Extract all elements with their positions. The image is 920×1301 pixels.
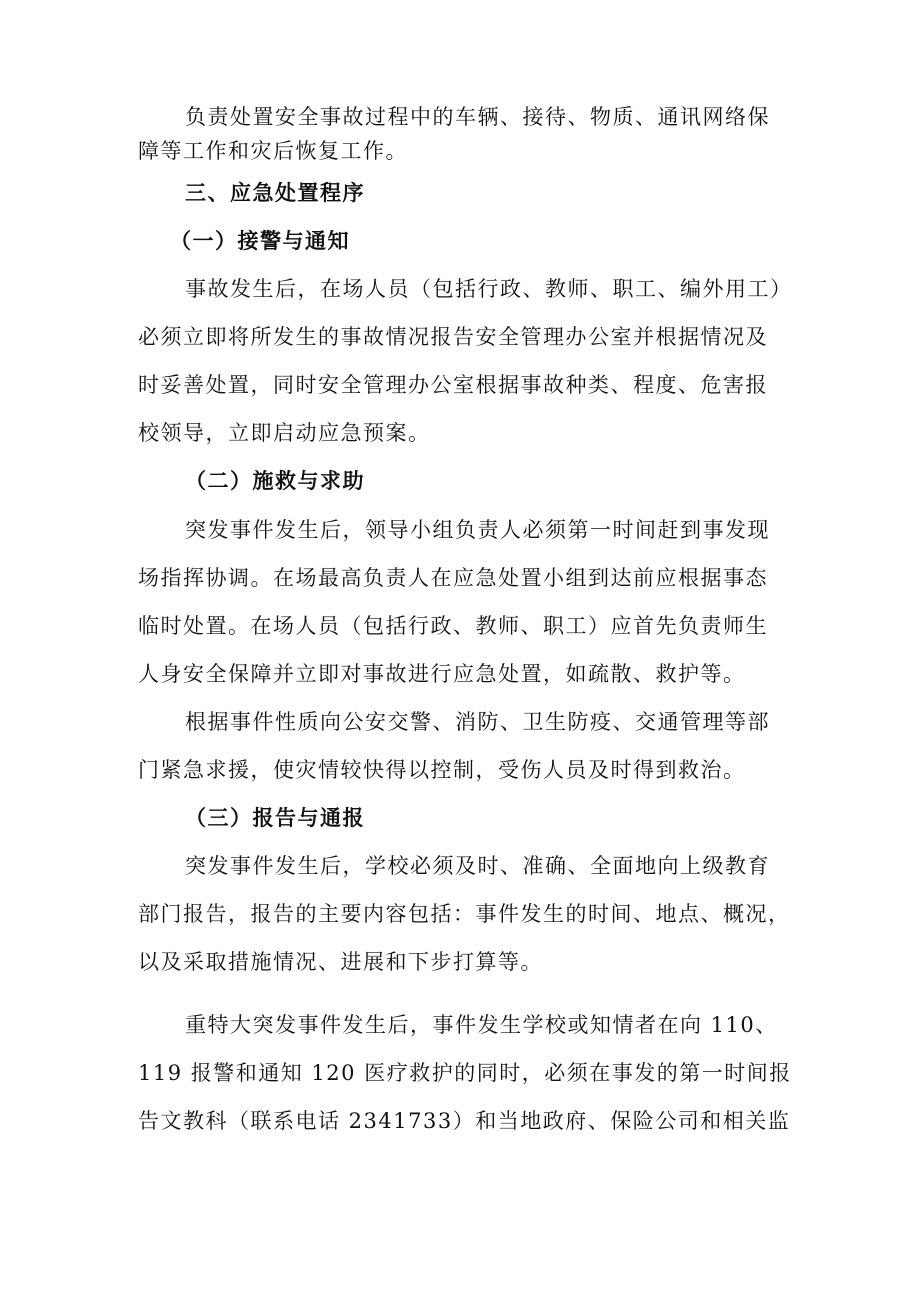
section-heading: 三、应急处置程序 — [185, 181, 365, 205]
sub1-line-1: 事故发生后，在场人员（包括行政、教师、职工、编外用工） — [185, 277, 793, 301]
sub1-line-2: 必须立即将所发生的事故情况报告安全管理办公室并根据情况及 — [138, 325, 768, 349]
sub3-p2-line-3: 告文教科（联系电话 2341733）和当地政府、保险公司和相关监 — [138, 1109, 791, 1133]
sub3-p1-line-3: 以及采取措施情况、进展和下步打算等。 — [138, 950, 543, 974]
subsection-heading-2: （二）施救与求助 — [185, 469, 365, 493]
sub3-p1-line-1: 突发事件发生后，学校必须及时、准确、全面地向上级教育 — [185, 854, 770, 878]
sub2-p2-line-1: 根据事件性质向公安交警、消防、卫生防疫、交通管理等部 — [185, 710, 770, 734]
subsection-heading-3: （三）报告与通报 — [185, 806, 365, 830]
sub3-p2-line-2: 119 报警和通知 120 医疗救护的同时，必须在事发的第一时间报 — [138, 1061, 792, 1085]
sub3-p1-line-2: 部门报告，报告的主要内容包括：事件发生的时间、地点、概况， — [138, 902, 791, 926]
sub2-p2-line-2: 门紧急求援，使灾情较快得以控制，受伤人员及时得到救治。 — [138, 758, 746, 782]
sub1-line-3: 时妥善处置，同时安全管理办公室根据事故种类、程度、危害报 — [138, 373, 768, 397]
sub1-line-4: 校领导，立即启动应急预案。 — [138, 421, 431, 445]
intro-line-2: 障等工作和灾后恢复工作。 — [138, 139, 408, 163]
sub2-p1-line-3: 临时处置。在场人员（包括行政、教师、职工）应首先负责师生 — [138, 614, 768, 638]
intro-line-1: 负责处置安全事故过程中的车辆、接待、物质、通讯网络保 — [185, 105, 770, 129]
sub3-p2-line-1: 重特大突发事件发生后，事件发生学校或知情者在向 110、 — [185, 1013, 778, 1037]
sub2-p1-line-1: 突发事件发生后，领导小组负责人必须第一时间赶到事发现 — [185, 518, 770, 542]
sub2-p1-line-4: 人身安全保障并立即对事故进行应急处置，如疏散、救护等。 — [138, 662, 746, 686]
subsection-heading-1: （一）接警与通知 — [170, 229, 350, 253]
sub2-p1-line-2: 场指挥协调。在场最高负责人在应急处置小组到达前应根据事态 — [138, 566, 768, 590]
